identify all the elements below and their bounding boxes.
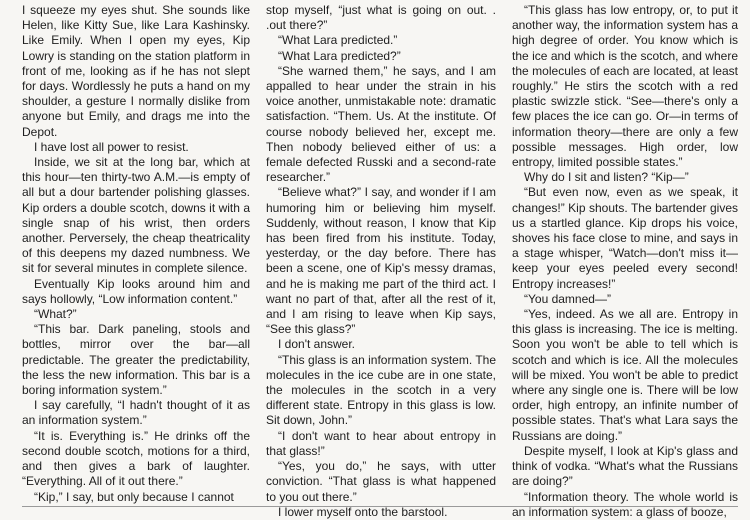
paragraph: “This glass has low entropy, or, to put it another way, the information system has a high degree of order. You know which is the ice and which is the scotch, and where the molecules of each are located, at least roughly.” He stirs the scotch with a red plastic swizzle stick. “See—there's only a few places the ice can go. Or—in terms of information theory—there are only a few possible messages. High order, low entropy, limited possible states.” [512,3,738,170]
text-column-2 [266,3,496,520]
paragraph: “Yes, you do,” he says, with utter conviction. “That glass is what happened to you out there.” [266,459,496,504]
text-column-3 [512,3,738,520]
text-column-1 [22,3,250,505]
paragraph: “What Lara predicted?” [278,48,401,63]
paragraph: “But even now, even as we speak, it changes!” Kip shouts. The bartender gives us a startled glance. Kip drops his voice, shoves his face close to mine, and says in a stage whisper, “Watch—don't miss it—keep your eyes peeled every second! Entropy increases!” [512,185,738,291]
paragraph: I don't answer. [278,337,356,352]
paragraph: Why do I sit and listen? “Kip—” [524,170,689,185]
paragraph: I squeeze my eyes shut. She sounds like Helen, like Kitty Sue, like Lara Kashinsky. Like Emily. When I open my eyes, Kip Lowry is standing on the station platform in front of me, looking as if he has not slept for days. Wordlessly he puts a hand on my shoulder, a gesture I normally dislike from anyone but Emily, and drags me into the Depot. [22,3,250,139]
paragraph: “This glass is an information system. The molecules in the ice cube are in one state, the molecules in the scotch in a very different state. Entropy in this glass is low. Sit down, John.” [266,352,496,428]
paragraph: Inside, we sit at the long bar, which at this hour—ten thirty-two A.M.—is empty of all but a dour bartender polishing glasses. Kip orders a double scotch, downs it with a single snap of his wrist, then orders another. Perversely, the cheap theatricality of this deepens my dazed numbness. We sit for several minutes in complete silence. [22,155,250,276]
paragraph: “I don't want to hear about entropy in that glass!” [266,428,496,458]
paragraph: “Information theory. The whole world is an information system: a glass of booze, [512,489,738,519]
paragraph: stop myself, “just what is going on out. . .out there?” [266,3,496,33]
paragraph: “It is. Everything is.” He drinks off the second double scotch, motions for a third, and then gives a bark of laughter. “Everything. All of it out there.” [22,428,250,489]
paragraph: “What Lara predicted.” [278,33,398,48]
paragraph: I have lost all power to resist. [34,139,189,154]
paragraph: Despite myself, I look at Kip's glass and think of vodka. “What's what the Russians are doing?” [512,443,738,489]
paragraph: “What?” [34,307,77,322]
paragraph: “She warned them,” he says, and I am appalled to hear under the strain in his voice another, unmistakable note: dramatic satisfaction. “Them. Us. At the institute. Of course nobody believed her, except me. Then nobody believed either of us: a female defected Russki and a second-rate researcher.” [266,63,496,185]
paragraph: Eventually Kip looks around him and says hollowly, “Low information content.” [22,276,250,306]
paragraph: “You damned—” [524,291,611,306]
bottom-rule [22,506,738,507]
paragraph: I say carefully, “I hadn't thought of it as an information system.” [22,398,250,428]
paragraph: “This bar. Dark paneling, stools and bottles, mirror over the bar—all predictable. The greater the predictability, the less the new information. This bar is a boring information system.” [22,322,250,398]
paragraph: “Yes, indeed. As we all are. Entropy in this glass is increasing. The ice is melting. Soon you won't be able to tell which is scotch and which is ice. All the molecules will be mixed. You won't be able to predict where any single one is. There will be low order, high entropy, an infinite number of possible states. That's what Lara says the Russians are doing.” [512,307,738,443]
paragraph: “Believe what?” I say, and wonder if I am humoring him or believing him myself. Suddenly, without reason, I know that Kip has been fired from his institute. Today, yesterday, or the day before. There has been a scene, one of Kip's messy dramas, and he is making me part of the third act. I want no part of that, after all the rest of it, and I am rising to leave when Kip says, “See this glass?” [266,185,496,337]
paragraph: I lower myself onto the barstool. [278,504,448,519]
paragraph: “Kip,” I say, but only because I cannot [34,489,234,504]
